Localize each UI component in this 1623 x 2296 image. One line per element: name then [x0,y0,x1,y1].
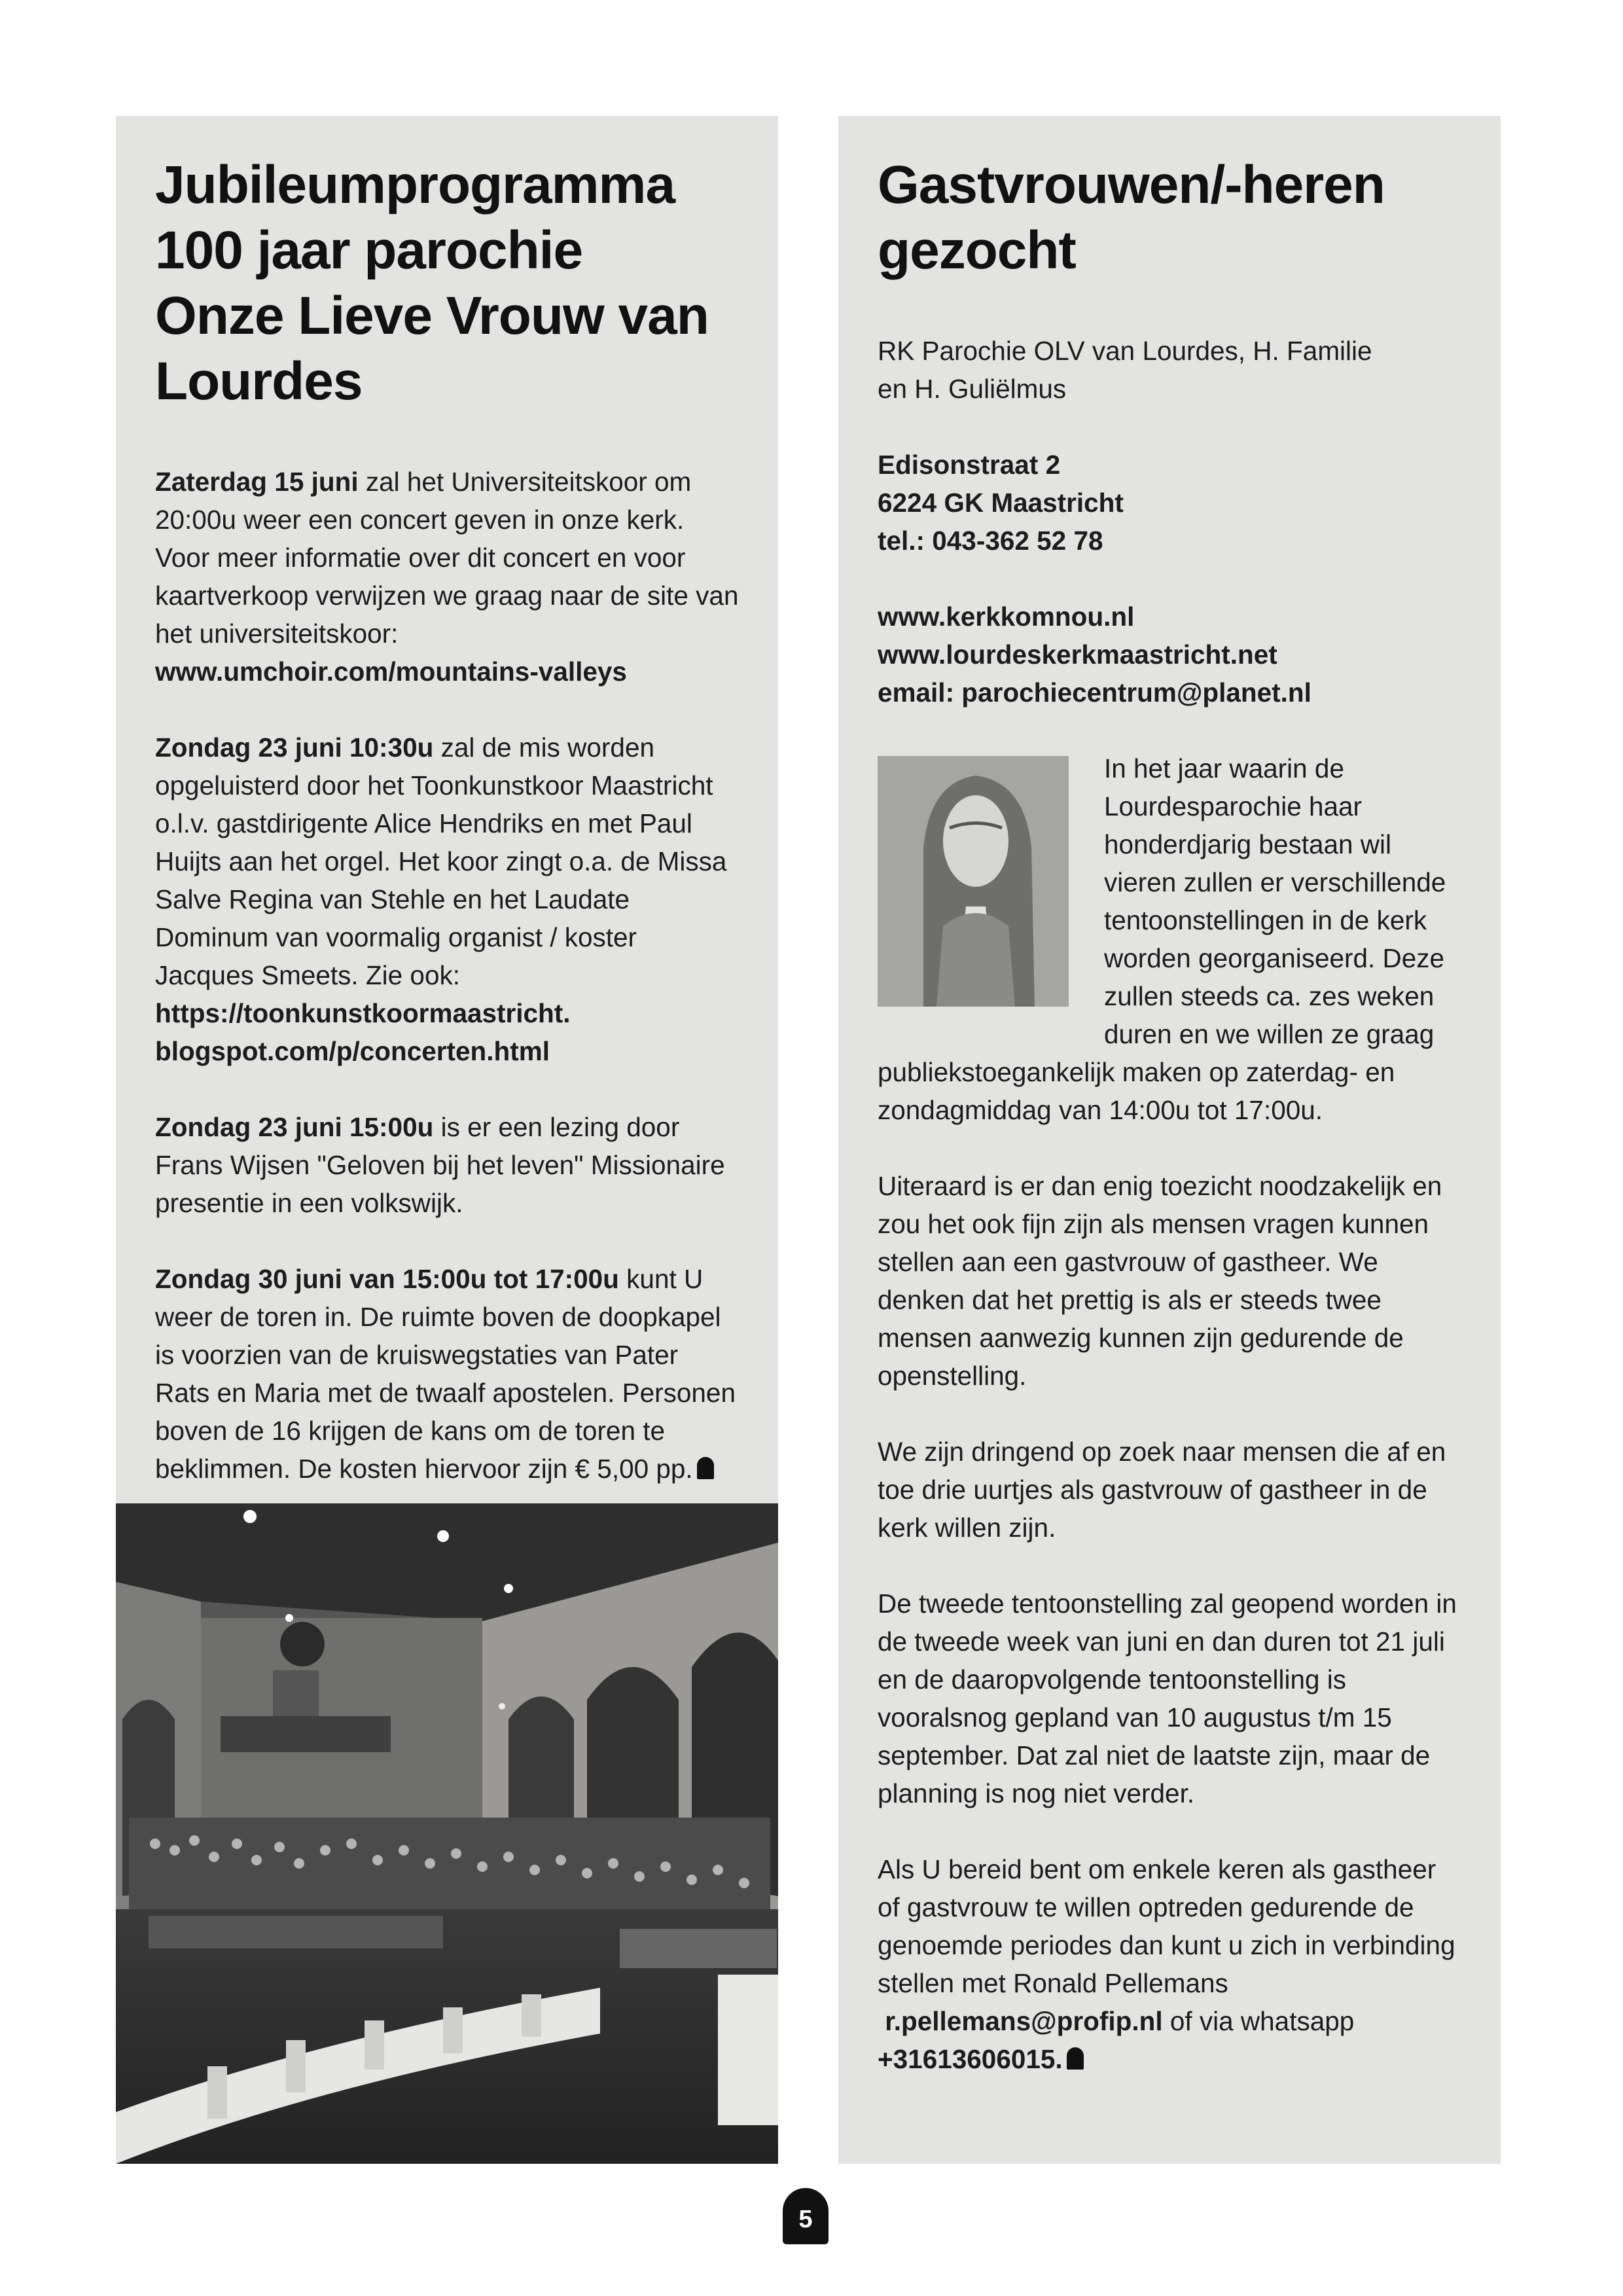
parish-name: RK Parochie OLV van Lourdes, H. Familie en H. Guliëlmus [878,336,1372,404]
whatsapp-number[interactable]: +31613606015. [878,2044,1063,2074]
website-link-2[interactable]: www.lourdeskerkmaastricht.net [878,639,1277,670]
event-paragraph-4: Zondag 30 juni van 15:00u tot 17:00u kunt U weer de toren in. De ruimte boven de doopkapel is voorzien van de kruiswegstaties van Pater Rats en Maria met de twaalf apostelen. Personen boven de 16 krijgen de kans om de toren te beklimmen. De kosten hiervoor zijn € 5,00 pp. [155,1264,736,1484]
end-mark-icon [1067,2047,1084,2070]
event-paragraph-3: Zondag 23 juni 15:00u is er een lezing door Frans Wijsen "Geloven bij het leven" Missionaire presentie in een volkswijk. [155,1112,725,1218]
church-interior-photo [116,1503,778,2164]
website-link-1[interactable]: www.kerkkomnou.nl [878,601,1135,632]
left-title: Jubileumprogramma 100 jaar parochie Onze Lieve Vrouw van Lourdes [155,155,709,411]
email-link[interactable]: email: parochiecentrum@planet.nl [878,677,1311,708]
intro-block [878,749,1461,1129]
umchoir-link[interactable]: www.umchoir.com/mountains-valleys [155,656,627,687]
urgent-paragraph: We zijn dringend op zoek naar mensen die af en toe drie uurtjes als gastvrouw of gastheer in de kerk willen zijn. [878,1437,1446,1543]
page-number: 5 [783,2188,829,2244]
event-paragraph-1: Zaterdag 15 juni zal het Universiteitskoor om 20:00u weer een concert geven in onze kerk. Voor meer informatie over dit concert en voor kaartverkoop verwijzen we graag naar de site van het universiteitskoor: www.umchoir.com/mountains-valleys [155,467,739,687]
end-mark-icon [697,1457,714,1479]
supervision-paragraph: Uiteraard is er dan enig toezicht noodzakelijk en zou het ook fijn zijn als mensen vragen kunnen stellen aan een gastvrouw of gastheer. We denken dat het prettig is als er steeds twee mensen aanwezig kunnen zijn gedurende de openstelling. [878,1171,1442,1391]
right-title: Gastvrouwen/-heren gezocht [878,155,1385,280]
toonkunstkoor-link[interactable]: https://toonkunstkoormaastricht. blogspot.com/p/concerten.html [155,998,571,1066]
exhibition-dates-paragraph: De tweede tentoonstelling zal geopend worden in de tweede week van juni en dan duren tot 21 juli en de daaropvolgende tentoonstelling is vooralsnog gepland van 10 augustus t/m 15 september. Dat zal niet de laatste zijn, maar de planning is nog niet verder. [878,1588,1457,1808]
event-paragraph-2: Zondag 23 juni 10:30u zal de mis worden opgeluisterd door het Toonkunstkoor Maastricht o.l.v. gastdirigente Alice Hendriks en met Paul Huijts aan het orgel. Het koor zingt o.a. de Missa Salve Regina van Stehle en het Laudate Dominum van voormalig organist / koster Jacques Smeets. Zie ook: https://toonkunstkoormaastricht. blogspot.com/p/concerten.html [155,732,727,1066]
contact-email-link[interactable]: r.pellemans@profip.nl [885,2006,1163,2036]
contact-paragraph: Als U bereid bent om enkele keren als gastheer of gastvrouw te willen optreden gedurende de genoemde periodes dan kunt u zich in verbinding stellen met Ronald Pellemans r.pellemans@profip.nl of via whatsapp +31613606015. [878,1854,1455,2074]
parish-address: Edisonstraat 2 6224 GK Maastricht tel.: 043-362 52 78 [878,450,1124,556]
left-column [116,116,778,1503]
intro-paragraph: In het jaar waarin de Lourdesparochie haar honderdjarig bestaan wil vieren zullen er verschillende tentoonstellingen in de kerk worden georganiseerd. Deze zullen steeds ca. zes weken duren en we willen ze graag publiekstoegankelijk maken op zaterdag- en zondagmiddag van 14:00u tot 17:00u. [878,753,1446,1125]
parish-contact [878,598,1461,711]
right-column [838,116,1501,2164]
madonna-statue-photo [878,756,1069,1007]
